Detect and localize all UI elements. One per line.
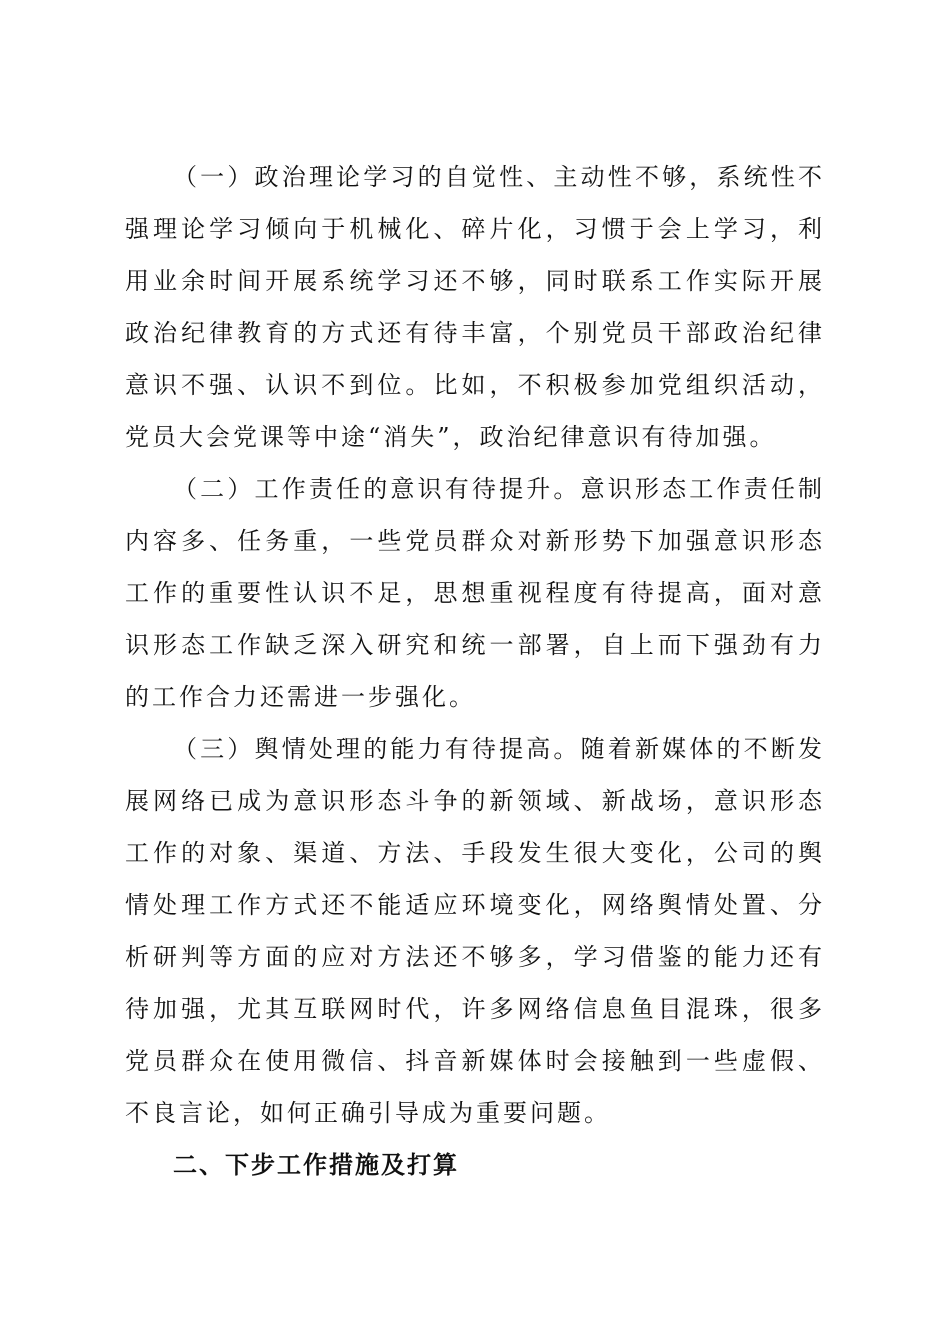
paragraph-political-theory: （一）政治理论学习的自觉性、主动性不够，系统性不强理论学习倾向于机械化、碎片化，习惯于会上学习，利用业余时间开展系统学习还不够，同时联系工作实际开展政治纪律教育的方式还有待丰富，个别党员干部政治纪律意识不强、认识不到位。比如，不积极参加党组织活动，党员大会党课等中途“消失”，政治纪律意识有待加强。 — [125, 163, 825, 451]
document-body — [125, 151, 825, 1191]
section-heading-next-steps: 二、下步工作措施及打算 — [173, 1151, 459, 1179]
paragraph-work-responsibility: （二）工作责任的意识有待提升。意识形态工作责任制内容多、任务重，一些党员群众对新形势下加强意识形态工作的重要性认识不足，思想重视程度有待提高，面对意识形态工作缺乏深入研究和统一部署，自上而下强劲有力的工作合力还需进一步强化。 — [125, 475, 825, 711]
paragraph-public-opinion: （三）舆情处理的能力有待提高。随着新媒体的不断发展网络已成为意识形态斗争的新领域、新战场，意识形态工作的对象、渠道、方法、手段发生很大变化，公司的舆情处理工作方式还不能适应环境变化，网络舆情处置、分析研判等方面的应对方法还不够多，学习借鉴的能力还有待加强，尤其互联网时代，许多网络信息鱼目混珠，很多党员群众在使用微信、抖音新媒体时会接触到一些虚假、不良言论，如何正确引导成为重要问题。 — [125, 735, 825, 1127]
